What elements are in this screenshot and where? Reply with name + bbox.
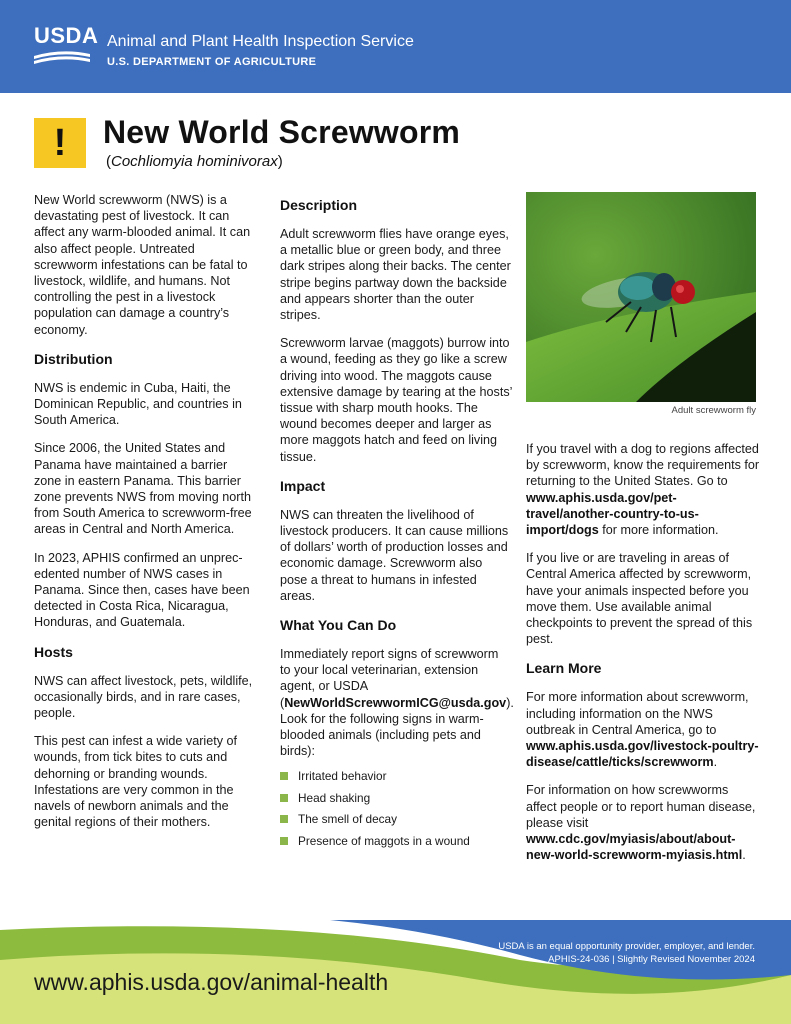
learn-more-paragraph-2: [526, 782, 762, 863]
intro-paragraph: New World screwworm (NWS) is a devastating pest of livestock. It can affect any warm-blooded animal. It can also affect people. Untreated screwworm infestations can be fatal to livestock, wildlife, and humans. Not controlling the pest in a livestock population can damage a country’s economy.: [34, 193, 251, 337]
list-item: The smell of decay: [280, 812, 512, 826]
learn-text-before: For more information about screwworm, including information on the NWS outbreak in Central America, go to: [526, 690, 749, 737]
travel-text-after: for more information.: [598, 523, 719, 538]
signs-list: [280, 769, 512, 848]
alert-symbol: !: [53, 122, 67, 164]
action-paragraph: [280, 646, 512, 759]
impact-paragraph: NWS can threaten the livelihood of livestock producers. It can cause millions of dollars’ worth of production losses and economic damage. Screwworm also pose a threat to humans in infested areas.: [280, 507, 509, 603]
page-title: New World Screwworm: [103, 114, 461, 150]
scientific-name: (Cochliomyia hominivorax): [106, 153, 283, 170]
pet-travel-link[interactable]: www.aphis.usda.gov/pet-travel/another-country-to-us-import/dogs: [526, 490, 699, 538]
distribution-paragraph-3: In 2023, APHIS confirmed an unprec-edented number of NWS cases in Panama. Since then, cases have been detected in Costa Rica, Nicaragua, Honduras, and Guatemala.: [34, 550, 250, 630]
list-item: Presence of maggots in a wound: [280, 834, 512, 848]
column-right: [526, 441, 762, 875]
action-text-before: Immediately report signs of screwworm to your local veterinarian, extension agent, or USDA (: [280, 647, 499, 710]
travel-text-before: If you travel with a dog to regions affected by screwworm, know the requirements for returning to the United States. Go to: [526, 442, 760, 489]
distribution-paragraph-2: Since 2006, the United States and Panama have maintained a barrier zone in eastern Panama. This barrier zone prevents NWS from moving north from South America to screwworm-free areas in Central and North America.: [34, 441, 252, 537]
distribution-heading: Distribution: [34, 350, 113, 367]
agency-name: Animal and Plant Health Inspection Service: [107, 33, 414, 50]
action-heading: What You Can Do: [280, 617, 397, 634]
description-heading: Description: [280, 197, 358, 213]
cdc-text-after: .: [742, 848, 746, 863]
description-paragraph-2: Screwworm larvae (maggots) burrow into a wound, feeding as they go like a screw driving into wood. The maggots cause extensive damage by tearing at the hosts’ tissue with sharp mouth hooks. The wound becomes deeper and larger as more maggots hatch and feed on living tissue.: [280, 336, 512, 464]
list-item: Irritated behavior: [280, 769, 512, 783]
column-middle: [280, 194, 512, 855]
cdc-myiasis-link[interactable]: www.cdc.gov/myiasis/about/about-new-world-screwworm-myiasis.html: [526, 832, 743, 863]
learn-text-after: .: [713, 755, 718, 770]
usda-logo[interactable]: [34, 23, 99, 66]
description-paragraph-1: Adult screwworm flies have orange eyes, a metallic blue or green body, and three dark stripes along their backs. The center stripe begins partway down the backside and appears shorter than the outer stripes.: [280, 227, 511, 323]
screwworm-fly-photo: [526, 192, 756, 402]
list-item: Head shaking: [280, 791, 512, 805]
learn-more-paragraph-1: [526, 689, 762, 770]
usda-logo-text: USDA: [34, 23, 99, 48]
travel-paragraph-2: If you live or are traveling in areas of Central America affected by screwworm, have your animals inspected before you move them. Use available animal checkpoints to prevent the spread of this pest.: [526, 551, 753, 647]
impact-heading: Impact: [280, 477, 326, 494]
action-text-after: ). Look for the following signs in warm-blooded animals (including pets and birds):: [280, 695, 514, 759]
footer-notice: [498, 940, 755, 966]
distribution-paragraph-1: NWS is endemic in Cuba, Haiti, the Dominican Republic, and countries in South America.: [34, 380, 242, 428]
column-left: [34, 192, 254, 843]
usda-swoosh-icon: [34, 50, 90, 66]
cdc-text-before: For information on how screwworms affect people or to report human disease, please visit: [526, 783, 756, 830]
hosts-paragraph-1: NWS can affect livestock, pets, wildlife, occasionally birds, and in rare cases, people.: [34, 673, 253, 721]
travel-paragraph-1: [526, 441, 762, 538]
photo-caption: Adult screwworm fly: [671, 405, 756, 416]
fly-image-icon: [526, 192, 756, 402]
footer-url-link[interactable]: www.aphis.usda.gov/animal-health: [34, 969, 389, 995]
learn-more-heading: Learn More: [526, 660, 602, 677]
header-banner: [0, 0, 791, 93]
department-name: U.S. DEPARTMENT OF AGRICULTURE: [107, 56, 317, 68]
aphis-screwworm-link[interactable]: www.aphis.usda.gov/livestock-poultry-disease/cattle/ticks/screwworm: [526, 739, 759, 770]
report-email-link[interactable]: NewWorldScrewwormICG@usda.gov: [284, 695, 507, 710]
equal-opportunity-text: USDA is an equal opportunity provider, employer, and lender.: [498, 941, 755, 952]
scientific-name-text: Cochliomyia hominivorax: [111, 153, 278, 170]
hosts-heading: Hosts: [34, 643, 73, 660]
hosts-paragraph-2: This pest can infest a wide variety of wounds, from tick bites to cuts and dehorning or branding wounds. Infestations are very common in the navels of newborn animals and the genital regions of their mothers.: [34, 734, 237, 830]
alert-icon: [34, 118, 86, 168]
document-id-text: APHIS-24-036 | Slightly Revised November 2024: [548, 954, 755, 965]
